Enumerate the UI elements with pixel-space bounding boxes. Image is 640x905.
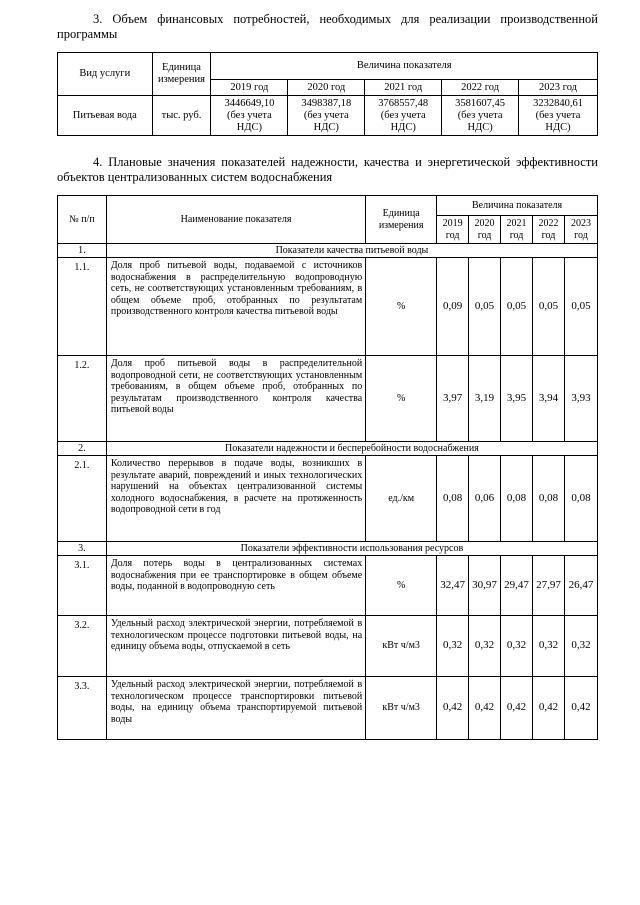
row-num: 3.3. bbox=[58, 677, 107, 740]
row-name: Удельный расход электрической энергии, потребляемой в технологическом процессе подготовки питьевой воды, на единицу объема воды, отпускаемой в сеть bbox=[106, 616, 365, 677]
row-num: 1.1. bbox=[58, 258, 107, 356]
value-cell: 3768557,48 (без учета НДС) bbox=[365, 96, 442, 136]
header-year: 2019 год bbox=[437, 216, 469, 244]
row-value: 3,93 bbox=[564, 356, 597, 442]
row-value: 0,42 bbox=[437, 677, 469, 740]
row-value: 0,08 bbox=[437, 456, 469, 542]
header-year: 2021 год bbox=[365, 80, 442, 96]
section-num: 3. bbox=[58, 542, 107, 556]
row-value: 0,08 bbox=[533, 456, 565, 542]
row-unit: % bbox=[366, 556, 437, 616]
section4-heading-line2: объектов централизованных систем водоснабжения bbox=[57, 170, 333, 184]
row-value: 32,47 bbox=[437, 556, 469, 616]
header-year: 2023 год bbox=[564, 216, 597, 244]
row-value: 29,47 bbox=[501, 556, 533, 616]
section-row bbox=[58, 244, 598, 258]
indicators-table bbox=[57, 195, 598, 740]
value-cell: 3232840,61 (без учета НДС) bbox=[519, 96, 598, 136]
row-unit: ед./км bbox=[366, 456, 437, 542]
row-value: 30,97 bbox=[469, 556, 501, 616]
row-value: 0,08 bbox=[564, 456, 597, 542]
row-num: 2.1. bbox=[58, 456, 107, 542]
section4-heading bbox=[57, 155, 598, 185]
row-name: Доля потерь воды в централизованных системах водоснабжения при ее транспортировке в общем объеме воды, поданной в водопроводную сеть bbox=[106, 556, 365, 616]
section-num: 1. bbox=[58, 244, 107, 258]
row-value: 0,09 bbox=[437, 258, 469, 356]
row-value: 0,32 bbox=[469, 616, 501, 677]
header-value: Величина показателя bbox=[211, 53, 598, 80]
row-value: 0,05 bbox=[469, 258, 501, 356]
row-value: 0,05 bbox=[533, 258, 565, 356]
header-year: 2020 год bbox=[469, 216, 501, 244]
header-value: Величина показателя bbox=[437, 196, 598, 216]
row-value: 3,95 bbox=[501, 356, 533, 442]
row-unit: кВт ч/м3 bbox=[366, 677, 437, 740]
row-value: 0,42 bbox=[469, 677, 501, 740]
row-unit: % bbox=[366, 258, 437, 356]
row-name: Удельный расход электрической энергии, потребляемой в технологическом процессе транспортировки питьевой воды, на единицу объема транспортируемой питьевой воды bbox=[106, 677, 365, 740]
row-value: 0,05 bbox=[501, 258, 533, 356]
row-name: Доля проб питьевой воды, подаваемой с источников водоснабжения в распределительную водопроводную сеть, не соответствующих установленным требованиям, в общем объеме проб, отобранных по результатам производственного контроля качества питьевой воды bbox=[106, 258, 365, 356]
row-name: Количество перерывов в подаче воды, возникших в результате аварий, повреждений и иных технологических нарушений на объектах централизованной системы холодного водоснабжения, в расчете на протяженность водопроводной сети в год bbox=[106, 456, 365, 542]
section3-heading bbox=[57, 12, 598, 42]
header-year: 2021 год bbox=[501, 216, 533, 244]
row-value: 3,94 bbox=[533, 356, 565, 442]
row-num: 1.2. bbox=[58, 356, 107, 442]
section-row bbox=[58, 542, 598, 556]
value-cell: 3581607,45 (без учета НДС) bbox=[442, 96, 519, 136]
header-year: 2022 год bbox=[442, 80, 519, 96]
table-row bbox=[58, 556, 598, 616]
row-num: 3.2. bbox=[58, 616, 107, 677]
section-title: Показатели качества питьевой воды bbox=[106, 244, 597, 258]
row-value: 0,32 bbox=[533, 616, 565, 677]
header-year: 2023 год bbox=[519, 80, 598, 96]
row-unit: % bbox=[366, 356, 437, 442]
row-value: 0,42 bbox=[533, 677, 565, 740]
section-row bbox=[58, 442, 598, 456]
service-cell: Питьевая вода bbox=[58, 96, 153, 136]
row-value: 0,32 bbox=[564, 616, 597, 677]
finance-table bbox=[57, 52, 598, 136]
row-value: 0,42 bbox=[564, 677, 597, 740]
section4-heading-line1: 4. Плановые значения показателей надежности, качества и энергетической эффективности bbox=[93, 155, 598, 169]
row-num: 3.1. bbox=[58, 556, 107, 616]
row-value: 3,97 bbox=[437, 356, 469, 442]
row-unit: кВт ч/м3 bbox=[366, 616, 437, 677]
table-row bbox=[58, 96, 598, 136]
section-title: Показатели эффективности использования ресурсов bbox=[106, 542, 597, 556]
row-value: 0,05 bbox=[564, 258, 597, 356]
header-unit: Единица измерения bbox=[152, 53, 211, 96]
section3-heading-line2: программы bbox=[57, 27, 118, 41]
header-unit: Единица измерения bbox=[366, 196, 437, 244]
header-year: 2019 год bbox=[211, 80, 288, 96]
row-value: 0,06 bbox=[469, 456, 501, 542]
row-value: 0,42 bbox=[501, 677, 533, 740]
unit-cell: тыс. руб. bbox=[152, 96, 211, 136]
row-value: 26,47 bbox=[564, 556, 597, 616]
table-row bbox=[58, 356, 598, 442]
row-value: 3,19 bbox=[469, 356, 501, 442]
table-row bbox=[58, 616, 598, 677]
row-value: 0,32 bbox=[501, 616, 533, 677]
header-service: Вид услуги bbox=[58, 53, 153, 96]
table-row bbox=[58, 258, 598, 356]
section3-heading-line1: 3. Объем финансовых потребностей, необходимых для реализации производственной bbox=[93, 12, 598, 26]
row-value: 0,32 bbox=[437, 616, 469, 677]
row-value: 27,97 bbox=[533, 556, 565, 616]
section-num: 2. bbox=[58, 442, 107, 456]
table-row bbox=[58, 677, 598, 740]
header-num: № п/п bbox=[58, 196, 107, 244]
row-value: 0,08 bbox=[501, 456, 533, 542]
value-cell: 3446649,10 (без учета НДС) bbox=[211, 96, 288, 136]
section-title: Показатели надежности и бесперебойности водоснабжения bbox=[106, 442, 597, 456]
header-year: 2022 год bbox=[533, 216, 565, 244]
row-name: Доля проб питьевой воды в распределительной водопроводной сети, не соответствующих установленным требованиям, в общем объеме проб, отобранных по результатам производственного контроля качества питьевой воды bbox=[106, 356, 365, 442]
header-name: Наименование показателя bbox=[106, 196, 365, 244]
table-row bbox=[58, 456, 598, 542]
value-cell: 3498387,18 (без учета НДС) bbox=[288, 96, 365, 136]
header-year: 2020 год bbox=[288, 80, 365, 96]
